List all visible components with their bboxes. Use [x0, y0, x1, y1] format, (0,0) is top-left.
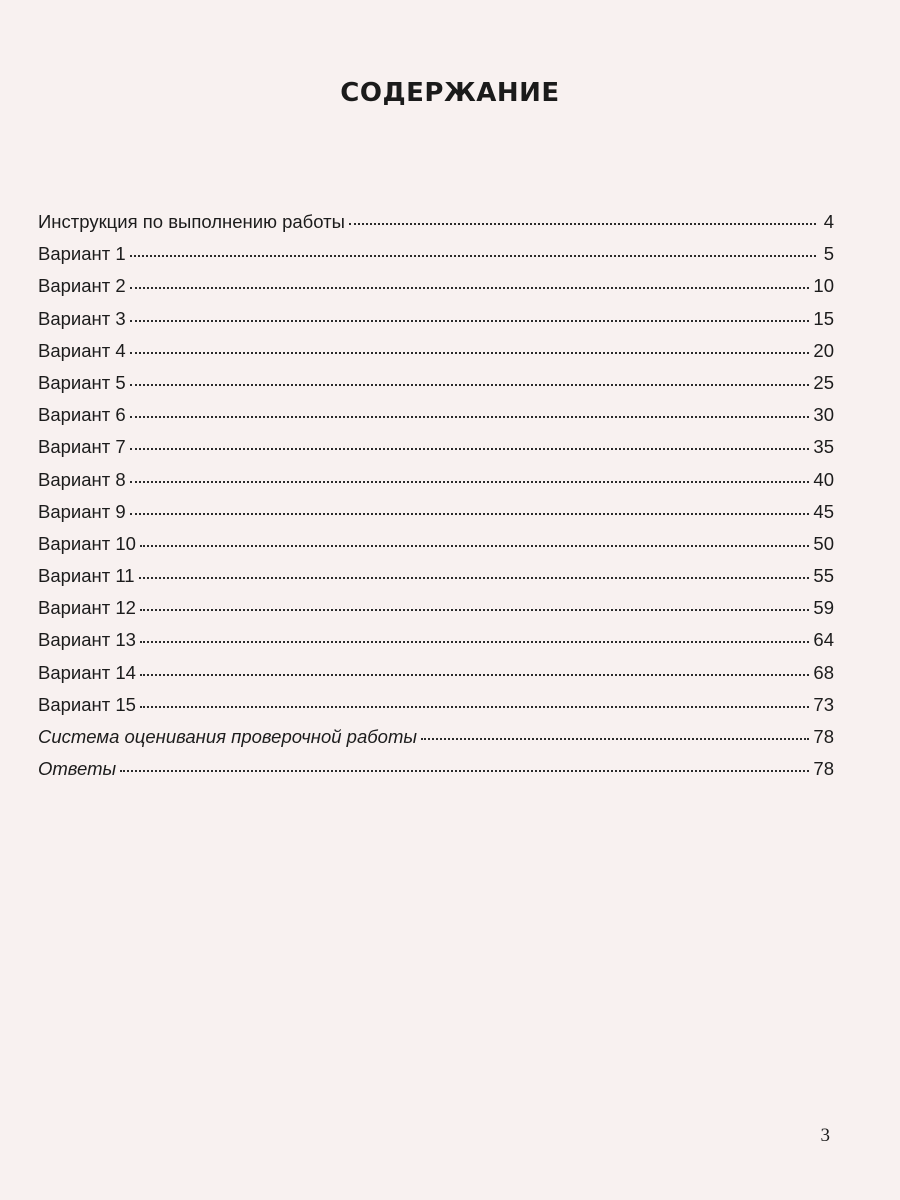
- toc-entry-page: 73: [813, 693, 834, 715]
- dot-leader: [130, 466, 810, 486]
- toc-entry: [38, 592, 834, 624]
- toc-entry: [38, 657, 834, 689]
- toc-entry-page: 25: [813, 371, 834, 393]
- dot-leader: [421, 723, 809, 743]
- toc-entry: [38, 721, 834, 753]
- toc-entry-title: Вариант 1: [38, 243, 126, 265]
- toc-entry-title: Вариант 12: [38, 597, 136, 619]
- toc-entry-title: Инструкция по выполнению работы: [38, 211, 345, 232]
- toc-entry-page: 5: [823, 243, 834, 265]
- toc-entry-page: 30: [813, 404, 834, 426]
- toc-entry: [38, 496, 834, 528]
- toc-entry-page: 78: [813, 758, 834, 780]
- dot-leader: [130, 369, 810, 389]
- toc-entry-page: 4: [823, 211, 834, 232]
- toc-entry-title: Вариант 4: [38, 339, 126, 361]
- dot-leader: [139, 562, 810, 582]
- dot-leader: [130, 498, 810, 518]
- toc-entry: [38, 560, 834, 592]
- toc-entry: [38, 238, 834, 270]
- toc-entry-title: Вариант 3: [38, 307, 126, 329]
- toc-entry: [38, 303, 834, 335]
- toc-entry: [38, 335, 834, 367]
- toc-entry-page: 59: [813, 597, 834, 619]
- toc-entry-title: Ответы: [38, 758, 117, 780]
- dot-leader: [130, 240, 816, 260]
- dot-leader: [130, 401, 810, 421]
- toc-entry-title: Вариант 11: [38, 565, 135, 587]
- toc-entry-title: Вариант 5: [38, 371, 126, 393]
- toc-entry-page: 10: [813, 275, 834, 297]
- toc-entry-title: Вариант 6: [38, 404, 126, 426]
- toc-entry-page: 55: [813, 565, 834, 587]
- toc-entry-title: Вариант 2: [38, 275, 126, 297]
- toc-entry: [38, 464, 834, 496]
- toc-entry-page: 45: [813, 500, 834, 522]
- dot-leader: [130, 337, 810, 357]
- toc-entry: [38, 528, 834, 560]
- toc-entry-page: 68: [813, 661, 834, 683]
- toc-entry-title: Вариант 15: [38, 693, 136, 715]
- toc-entry-title: Вариант 8: [38, 468, 126, 490]
- table-of-contents: [38, 206, 834, 785]
- dot-leader: [130, 305, 810, 325]
- toc-entry: [38, 206, 834, 238]
- toc-entry: [38, 431, 834, 463]
- toc-entry-page: 15: [813, 307, 834, 329]
- toc-entry-page: 40: [813, 468, 834, 490]
- toc-entry-page: 20: [813, 339, 834, 361]
- toc-entry: [38, 399, 834, 431]
- dot-leader: [349, 208, 816, 228]
- toc-entry-title: Вариант 14: [38, 661, 136, 683]
- dot-leader: [140, 594, 809, 614]
- toc-entry-page: 50: [813, 532, 834, 554]
- toc-entry-page: 78: [813, 726, 834, 747]
- toc-entry-title: Система оценивания проверочной работы: [38, 726, 417, 747]
- toc-entry-title: Вариант 10: [38, 532, 136, 554]
- toc-entry-page: 35: [813, 436, 834, 458]
- dot-leader: [130, 272, 810, 292]
- dot-leader: [120, 755, 809, 775]
- dot-leader: [140, 659, 809, 679]
- page-title: СОДЕРЖАНИЕ: [340, 78, 560, 108]
- toc-entry: [38, 367, 834, 399]
- toc-entry: [38, 689, 834, 721]
- toc-entry: [38, 270, 834, 302]
- dot-leader: [130, 433, 810, 453]
- toc-entry-title: Вариант 7: [38, 436, 126, 458]
- toc-entry: [38, 624, 834, 656]
- toc-entry-title: Вариант 13: [38, 629, 136, 651]
- dot-leader: [140, 691, 809, 711]
- toc-entry: [38, 753, 834, 785]
- dot-leader: [140, 530, 809, 550]
- dot-leader: [140, 626, 809, 646]
- page-number: 3: [820, 1125, 830, 1146]
- toc-entry-title: Вариант 9: [38, 500, 126, 522]
- toc-entry-page: 64: [813, 629, 834, 651]
